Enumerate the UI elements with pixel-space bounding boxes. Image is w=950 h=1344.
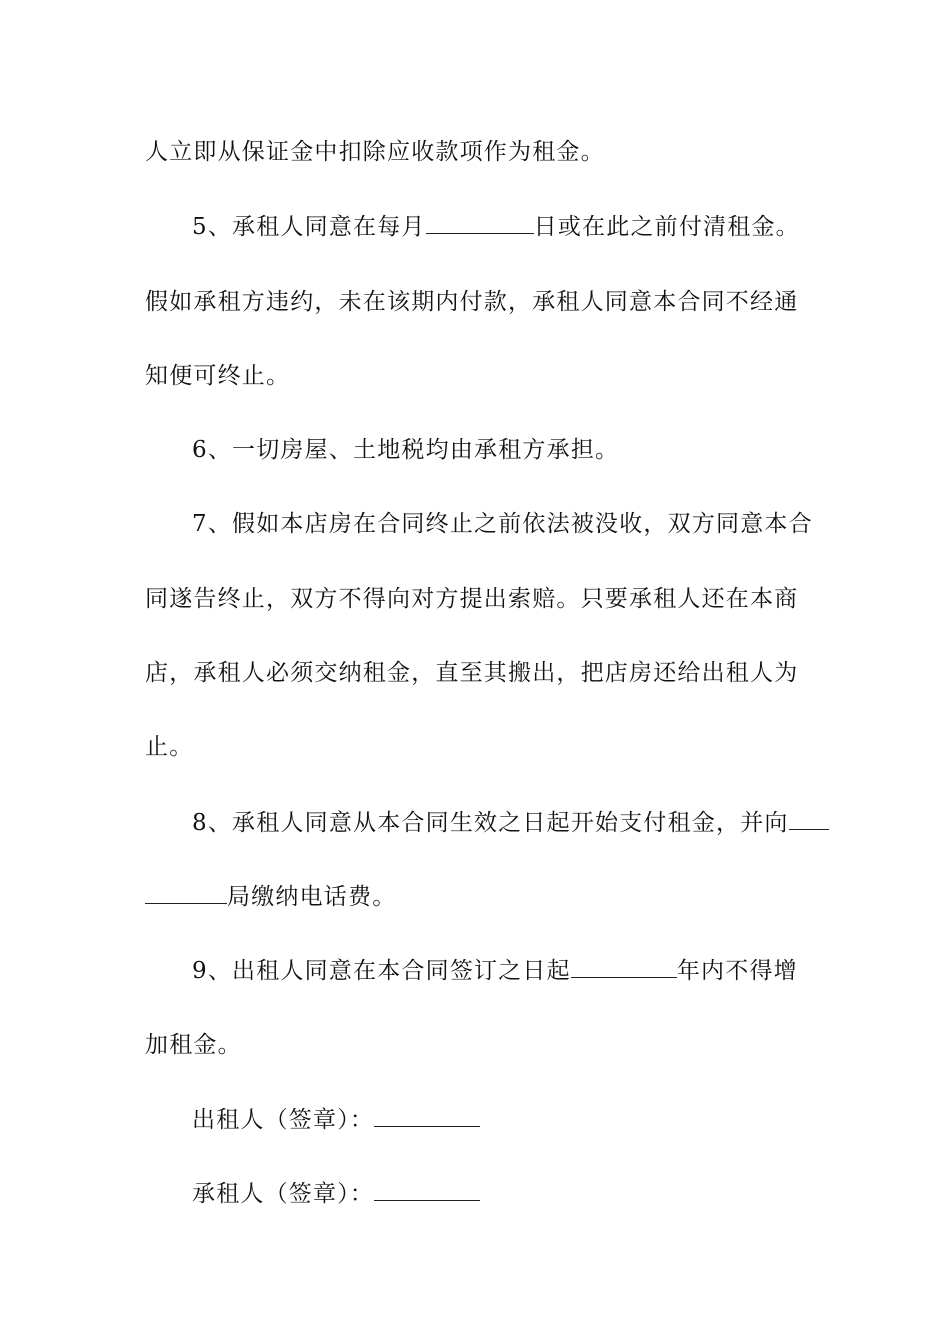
clause-9-line-2: 加租金。 (145, 1032, 242, 1058)
lessor-signature-line (192, 1104, 480, 1135)
blank-bureau-field-a (789, 807, 829, 830)
blank-years-field (571, 955, 677, 978)
clause-5-text-a: 5、承租人同意在每月 (192, 214, 426, 240)
clause-8-line-2 (145, 881, 396, 912)
lessee-signature-label: 承租人（签章）： (192, 1181, 375, 1207)
blank-bureau-field-b (145, 881, 227, 904)
clause-9-text-b: 年内不得增 (676, 958, 798, 984)
blank-day-field (426, 211, 534, 234)
clause-9-text-a: 9、出租人同意在本合同签订之日起 (192, 958, 571, 984)
clause-5-line-2: 假如承租方违约，未在该期内付款，承租人同意本合同不经通 (145, 289, 799, 315)
clause-7-line-4: 止。 (145, 734, 194, 760)
clause-5-line-1 (192, 211, 800, 242)
clause-6-line-1: 6、一切房屋、土地税均由承租方承担。 (192, 437, 620, 463)
clause-7-line-3: 店，承租人必须交纳租金，直至其搬出，把店房还给出租人为 (145, 660, 799, 686)
clause-9-line-1 (192, 955, 798, 986)
clause-7-line-2: 同遂告终止，双方不得向对方提出索赔。只要承租人还在本商 (145, 586, 799, 612)
lessor-signature-field (374, 1104, 480, 1127)
clause-8-text-b: 局缴纳电话费。 (227, 884, 397, 910)
clause-5-text-b: 日或在此之前付清租金。 (533, 214, 800, 240)
clause-5-line-3: 知便可终止。 (145, 363, 291, 389)
lessee-signature-line (192, 1178, 480, 1209)
lessor-signature-label: 出租人（签章）： (192, 1107, 375, 1133)
text-line-1: 人立即从保证金中扣除应收款项作为租金。 (145, 139, 605, 165)
clause-8-line-1 (192, 807, 829, 838)
clause-8-text-a: 8、承租人同意从本合同生效之日起开始支付租金，并向 (192, 810, 789, 836)
lessee-signature-field (374, 1178, 480, 1201)
clause-7-line-1: 7、假如本店房在合同终止之前依法被没收，双方同意本合 (192, 511, 813, 537)
